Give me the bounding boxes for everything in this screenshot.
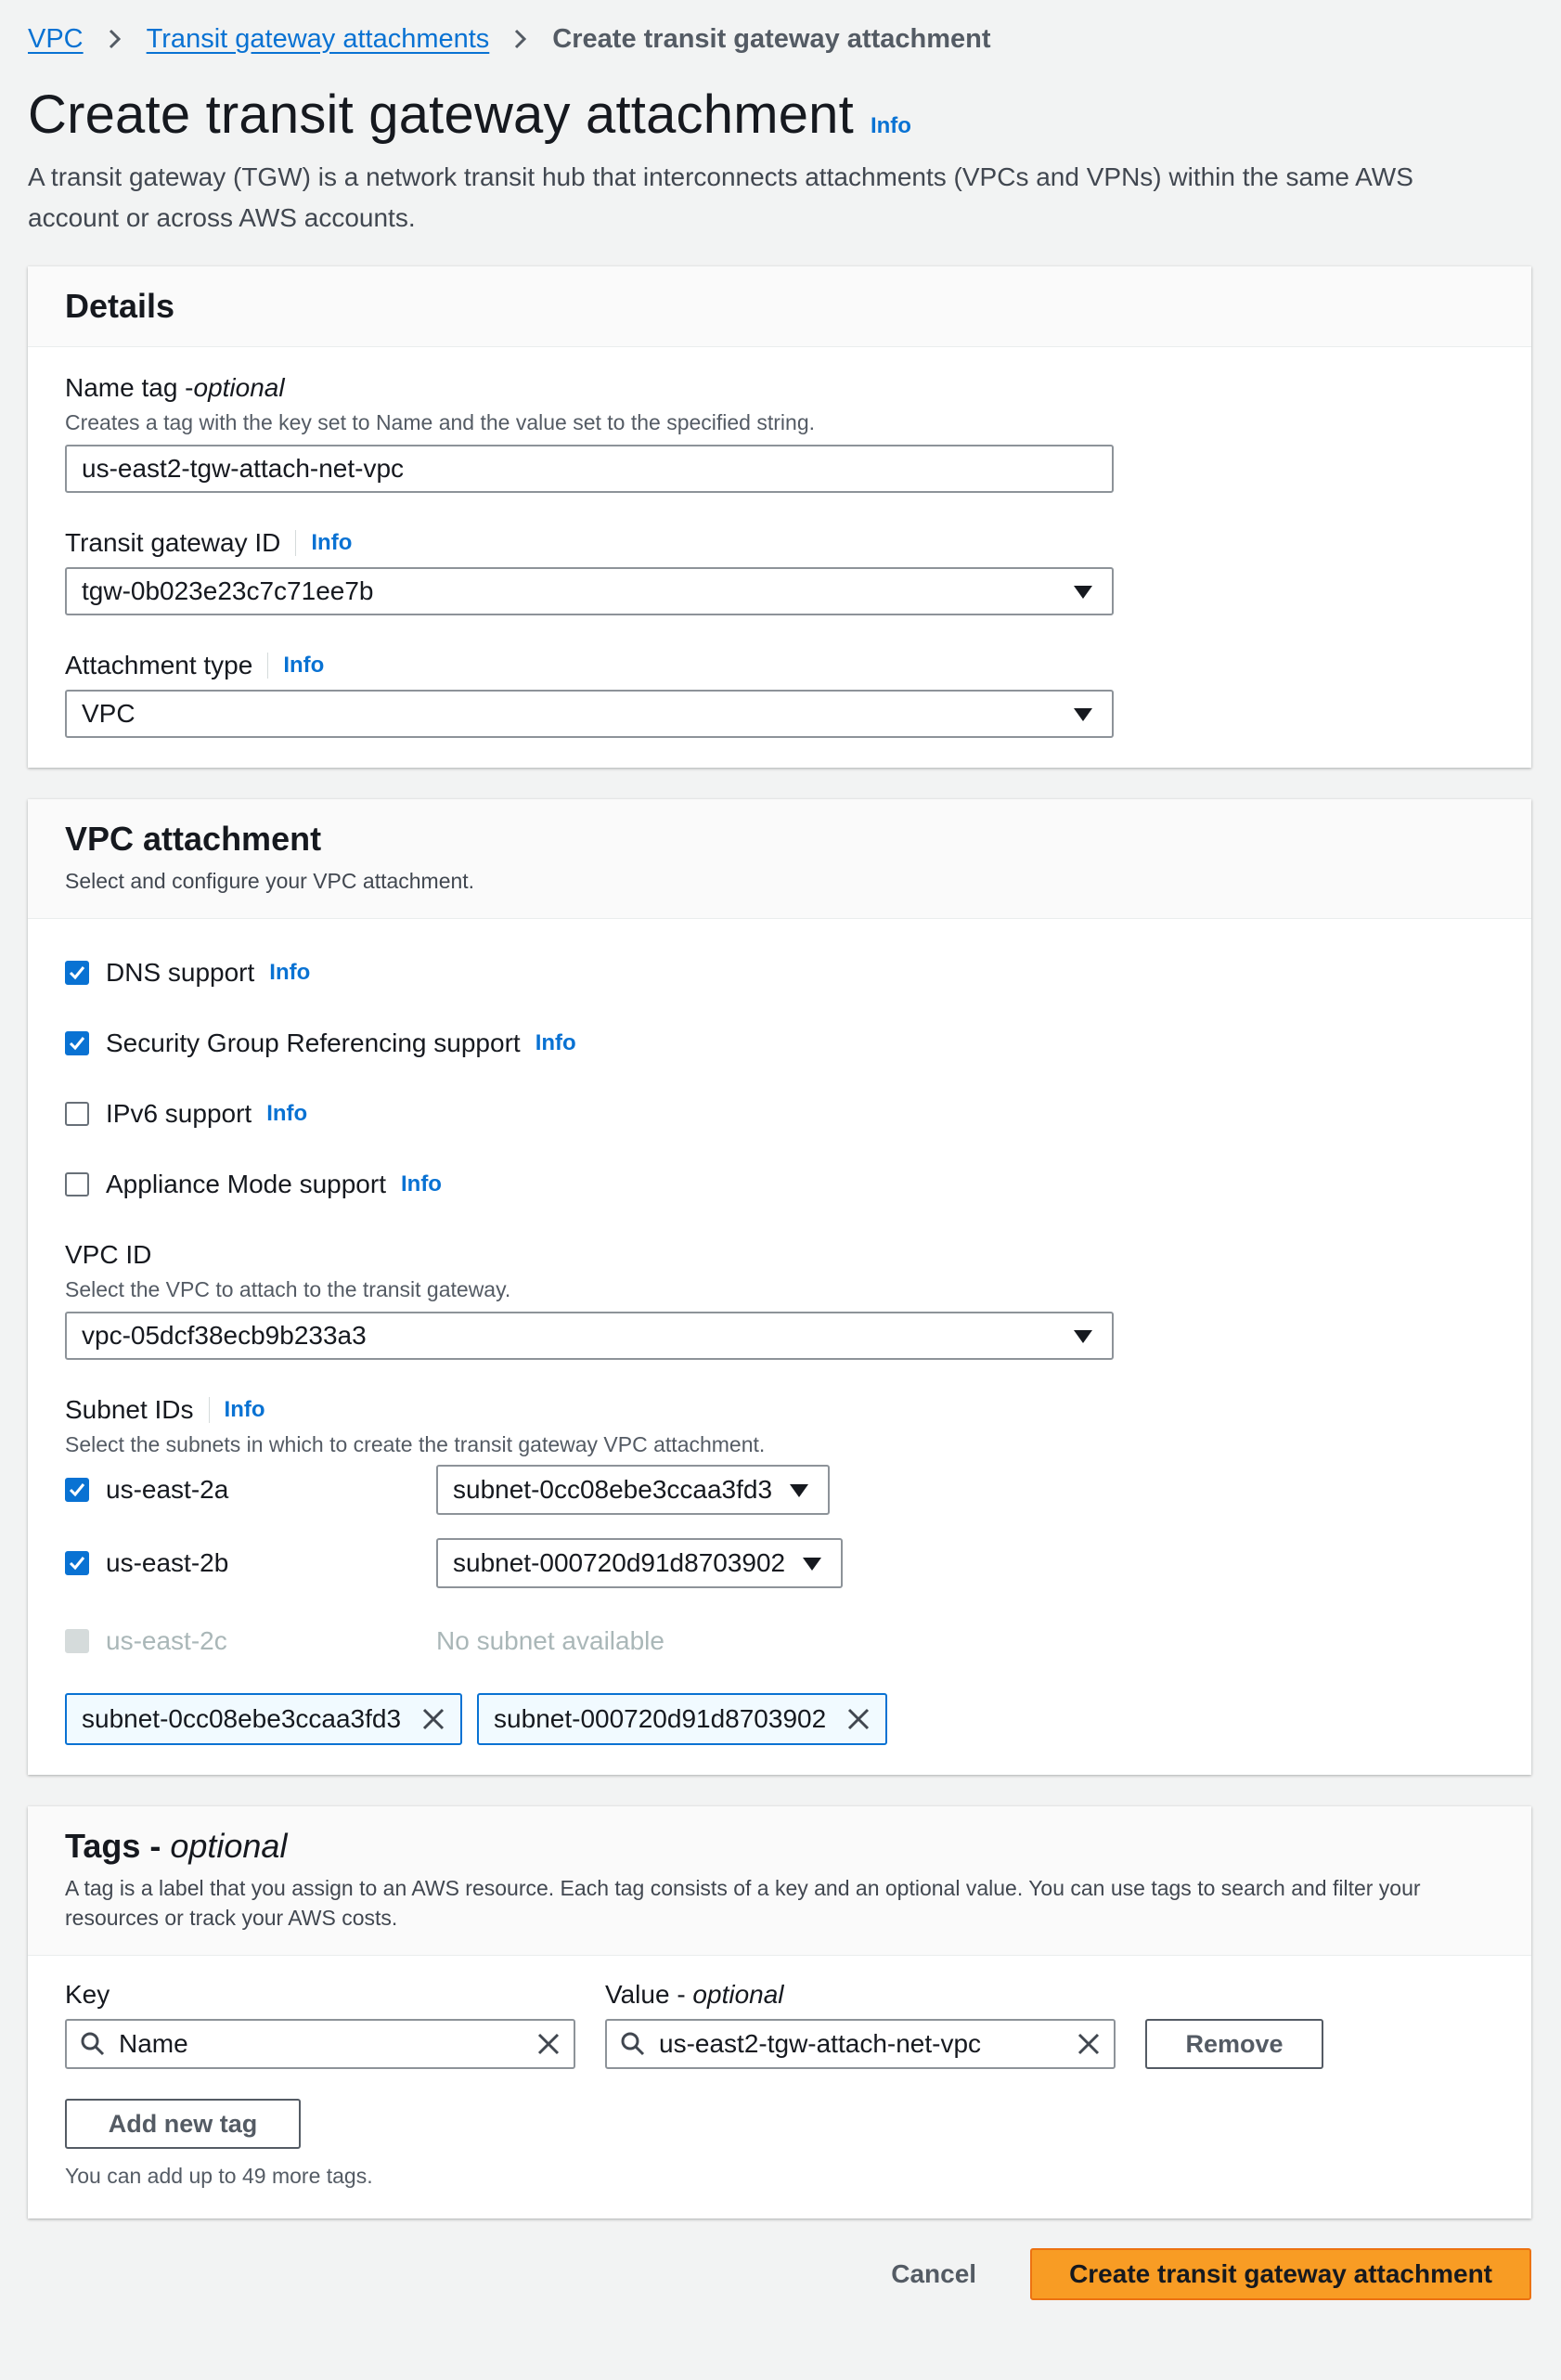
tags-heading: Tags - optional <box>65 1827 288 1865</box>
no-subnet-text: No subnet available <box>436 1626 664 1655</box>
vpc-attachment-heading: VPC attachment <box>65 820 322 858</box>
checkbox-unchecked-icon[interactable] <box>65 1102 89 1126</box>
ipv6-support-info-link[interactable]: Info <box>266 1101 308 1126</box>
attachment-type-value: VPC <box>82 699 135 728</box>
page-info-link[interactable]: Info <box>870 113 911 138</box>
breadcrumb <box>28 0 1533 78</box>
breadcrumb-current: Create transit gateway attachment <box>552 23 991 54</box>
az-label: us-east-2a <box>106 1475 229 1504</box>
tag-key-input[interactable] <box>65 2019 575 2069</box>
close-icon[interactable] <box>536 2032 561 2056</box>
vpc-id-hint: Select the VPC to attach to the transit gateway. <box>65 1277 511 1301</box>
chevron-right-icon <box>513 28 528 50</box>
caret-down-icon <box>1073 1321 1093 1351</box>
attachment-type-label: Attachment type <box>65 651 253 679</box>
tags-description: A tag is a label that you assign to an AWS resource. Each tag consists of a key and an optional value. You can use tags to search and filter your resources or track your AWS costs. <box>65 1876 1421 1930</box>
page-description: A transit gateway (TGW) is a network transit hub that interconnects attachments (VPCs and VPNs) within the same AWS account or across AWS accounts. <box>28 162 1413 232</box>
caret-down-icon <box>789 1475 809 1505</box>
checkbox-checked-icon[interactable] <box>65 1551 89 1575</box>
cancel-button[interactable]: Cancel <box>891 2259 977 2288</box>
create-attachment-button[interactable]: Create transit gateway attachment <box>1030 2248 1531 2300</box>
checkbox-unchecked-icon[interactable] <box>65 1172 89 1196</box>
details-header <box>28 266 1531 347</box>
az-label: us-east-2c <box>106 1626 227 1655</box>
tag-value-value: us-east2-tgw-attach-net-vpc <box>659 2029 982 2058</box>
tag-value-label: Value - optional <box>605 1980 784 2009</box>
subnet-token <box>65 1693 462 1745</box>
attachment-type-field <box>65 651 1494 738</box>
tag-key-value: Name <box>119 2029 188 2058</box>
chevron-right-icon <box>108 28 123 50</box>
name-tag-value: us-east2-tgw-attach-net-vpc <box>82 454 405 483</box>
tags-header <box>28 1806 1531 1956</box>
details-heading: Details <box>65 287 175 325</box>
name-tag-label: Name tag - <box>65 373 194 402</box>
subnet-select-value: subnet-000720d91d8703902 <box>453 1548 786 1577</box>
transit-gateway-field <box>65 528 1494 615</box>
vpc-attachment-header <box>28 799 1531 919</box>
name-tag-input[interactable] <box>65 445 1114 493</box>
subnet-select-us-east-2a[interactable] <box>436 1465 830 1515</box>
ipv6-support-label: IPv6 support <box>106 1099 252 1128</box>
name-tag-optional: optional <box>193 373 285 402</box>
appliance-mode-info-link[interactable]: Info <box>400 1171 442 1196</box>
vpc-attachment-panel <box>28 799 1531 1775</box>
checkbox-disabled-icon <box>65 1629 89 1653</box>
vpc-id-label: VPC ID <box>65 1240 152 1269</box>
close-icon[interactable] <box>846 1707 871 1731</box>
attachment-type-select[interactable] <box>65 690 1114 738</box>
vpc-attachment-subheading: Select and configure your VPC attachment. <box>65 869 475 893</box>
tag-row <box>65 1980 1494 2069</box>
subnet-row-us-east-2c <box>65 1604 1494 1678</box>
vpc-id-value: vpc-05dcf38ecb9b233a3 <box>82 1321 367 1350</box>
vpc-id-select[interactable] <box>65 1312 1114 1360</box>
dns-support-label: DNS support <box>106 958 255 987</box>
breadcrumb-vpc[interactable]: VPC <box>28 23 84 54</box>
subnet-token-label: subnet-0cc08ebe3ccaa3fd3 <box>82 1704 402 1733</box>
details-panel <box>28 266 1531 768</box>
tags-panel <box>28 1806 1531 2218</box>
subnet-row-us-east-2b <box>65 1522 1494 1604</box>
sg-referencing-info-link[interactable]: Info <box>535 1030 576 1055</box>
transit-gateway-select[interactable] <box>65 567 1114 615</box>
ipv6-support-checkbox[interactable] <box>65 1079 1494 1149</box>
appliance-mode-checkbox[interactable] <box>65 1149 1494 1220</box>
subnet-ids-label: Subnet IDs <box>65 1395 194 1424</box>
breadcrumb-tgw-attachments[interactable]: Transit gateway attachments <box>146 23 490 54</box>
transit-gateway-info-link[interactable]: Info <box>311 530 353 555</box>
page-header <box>28 84 1533 146</box>
appliance-mode-label: Appliance Mode support <box>106 1170 386 1198</box>
subnet-token-label: subnet-000720d91d8703902 <box>494 1704 827 1733</box>
checkbox-checked-icon[interactable] <box>65 1031 89 1055</box>
az-label: us-east-2b <box>106 1548 229 1577</box>
subnet-ids-info-link[interactable]: Info <box>224 1397 265 1422</box>
remove-tag-button[interactable]: Remove <box>1145 2019 1323 2069</box>
close-icon[interactable] <box>1077 2032 1101 2056</box>
page-title: Create transit gateway attachment <box>28 84 854 145</box>
subnet-token <box>477 1693 887 1745</box>
subnet-select-us-east-2b[interactable] <box>436 1538 843 1588</box>
caret-down-icon <box>1073 699 1093 729</box>
dns-support-checkbox[interactable] <box>65 938 1494 1008</box>
subnet-select-value: subnet-0cc08ebe3ccaa3fd3 <box>453 1475 773 1504</box>
caret-down-icon <box>1073 576 1093 606</box>
tag-key-label: Key <box>65 1980 110 2009</box>
tags-limit-hint: You can add up to 49 more tags. <box>65 2164 373 2188</box>
name-tag-hint: Creates a tag with the key set to Name and the value set to the specified string. <box>65 410 815 434</box>
attachment-type-info-link[interactable]: Info <box>283 653 325 678</box>
sg-referencing-label: Security Group Referencing support <box>106 1028 521 1057</box>
dns-support-info-link[interactable]: Info <box>269 960 311 985</box>
subnet-row-us-east-2a <box>65 1457 1494 1522</box>
subnet-ids-hint: Select the subnets in which to create the transit gateway VPC attachment. <box>65 1432 766 1456</box>
search-icon <box>80 2031 106 2057</box>
search-icon <box>620 2031 646 2057</box>
subnet-ids-field <box>65 1395 1494 1745</box>
add-new-tag-button[interactable]: Add new tag <box>65 2099 301 2149</box>
caret-down-icon <box>802 1548 822 1578</box>
transit-gateway-label: Transit gateway ID <box>65 528 281 557</box>
name-tag-field <box>65 373 1494 493</box>
close-icon[interactable] <box>421 1707 445 1731</box>
sg-referencing-checkbox[interactable] <box>65 1008 1494 1079</box>
checkbox-checked-icon[interactable] <box>65 1478 89 1502</box>
vpc-id-field <box>65 1240 1494 1360</box>
checkbox-checked-icon[interactable] <box>65 961 89 985</box>
tag-value-input[interactable] <box>605 2019 1116 2069</box>
transit-gateway-value: tgw-0b023e23c7c71ee7b <box>82 576 374 605</box>
form-actions <box>28 2248 1531 2300</box>
selected-subnet-tokens <box>65 1693 1494 1745</box>
